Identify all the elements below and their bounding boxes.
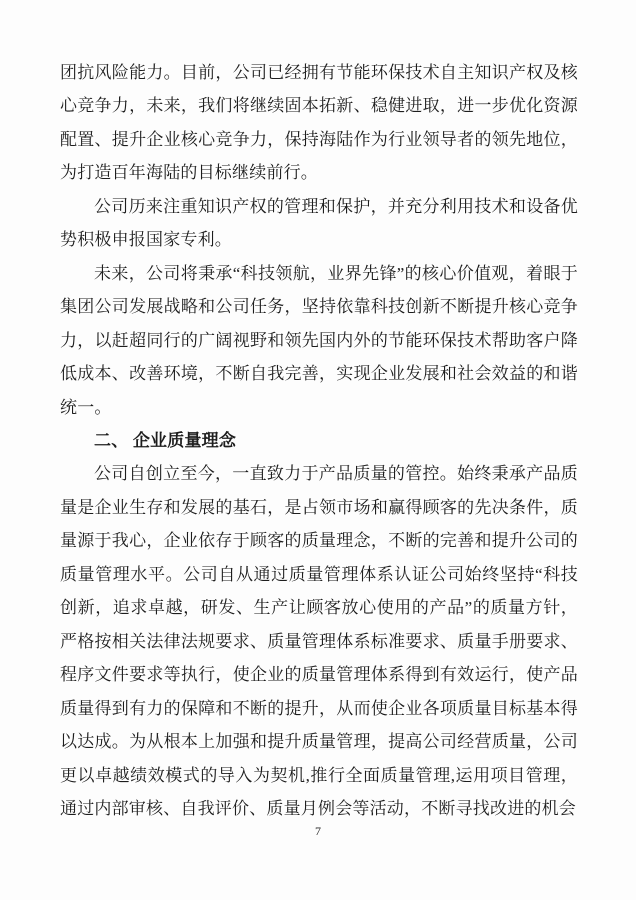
paragraph-future-values: 未来，公司将秉承“科技领航，业界先锋”的核心价值观，着眼于集团公司发展战略和公司任务，坚持依靠科技创新不断提升核心竞争力，以赶超同行的广阔视野和领先国内外的节能环保技术帮助客户降低成本、改善环境，不断自我完善，实现企业发展和社会效益的和谐统一。 — [60, 263, 578, 417]
page-number: 7 — [315, 824, 321, 838]
section-heading-quality-philosophy: 二、 企业质量理念 — [94, 430, 237, 450]
paragraph-quality-management: 公司自创立至今，一直致力于产品质量的管控。始终秉承产品质量是企业生存和发展的基石，是占领市场和赢得顾客的先决条件，质量源于我心，企业依存于顾客的质量理念，不断的完善和提升公司的质量管理水平。公司自从通过质量管理体系认证公司始终坚持“科技创新，追求卓越，研发、生产让顾客放心使用的产品”的质量方针，严格按相关法律法规要求、质量管理体系标准要求、质量手册要求、程序文件要求等执行，使企业的质量管理体系得到有效运行，使产品质量得到有力的保障和不断的提升，从而使企业各项质量目标基本得以达成。为从根本上加强和提升质量管理，提高公司经营质量，公司更以卓越绩效模式的导入为契机,推行全面质量管理,运用项目管理，通过内部审核、自我评价、质量月例会等活动，不断寻找改进的机会 — [60, 464, 578, 818]
paragraph-intellectual-property: 公司历来注重知识产权的管理和保护，并充分利用技术和设备优势积极申报国家专利。 — [60, 196, 578, 250]
page-content — [60, 56, 578, 825]
page-footer — [0, 822, 636, 840]
paragraph-risk-continuation: 团抗风险能力。目前，公司已经拥有节能环保技术自主知识产权及核心竞争力，未来，我们将继续固本拓新、稳健进取，进一步优化资源配置、提升企业核心竞争力，保持海陆作为行业领导者的领先地位，为打造百年海陆的目标继续前行。 — [60, 63, 578, 183]
